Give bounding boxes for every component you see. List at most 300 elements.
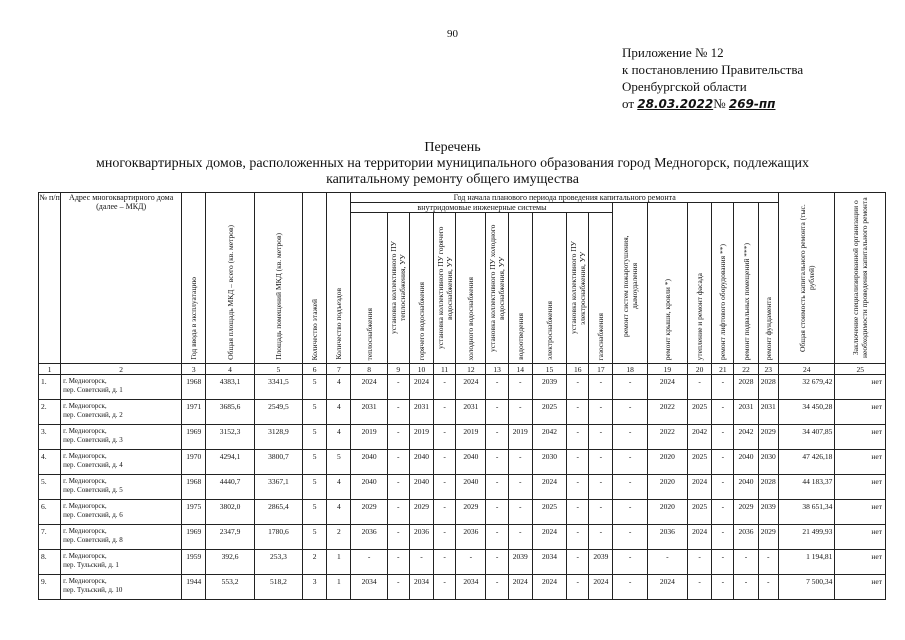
- header-hot-water-meter: установка коллективного ПУ горячего водоснабжения, УУ: [434, 213, 456, 364]
- column-number: 2: [61, 364, 182, 375]
- table-cell: -: [712, 475, 734, 500]
- table-cell: 2020: [647, 500, 687, 525]
- table-cell: -: [486, 525, 508, 550]
- table-cell: 3802,0: [206, 500, 254, 525]
- address-street: пер. Советский, д. 6: [63, 511, 123, 519]
- table-cell: 2036: [734, 525, 758, 550]
- table-cell: 5: [303, 375, 327, 400]
- appendix-line-3: Оренбургской области: [622, 79, 747, 94]
- table-cell: 2024: [508, 575, 532, 600]
- table-cell: -: [688, 550, 712, 575]
- table-cell: -: [712, 400, 734, 425]
- table-cell: -: [486, 450, 508, 475]
- table-cell: -: [567, 425, 589, 450]
- column-number: 8: [351, 364, 387, 375]
- table-cell: 2865,4: [254, 500, 302, 525]
- column-number: 23: [758, 364, 778, 375]
- table-cell: -: [508, 525, 532, 550]
- table-cell: 2036: [351, 525, 387, 550]
- table-cell: 21 499,93: [778, 525, 834, 550]
- row-address: [61, 575, 182, 600]
- table-cell: -: [589, 500, 613, 525]
- table-cell: 518,2: [254, 575, 302, 600]
- table-cell: -: [712, 450, 734, 475]
- table-cell: -: [486, 550, 508, 575]
- table-row: [39, 500, 886, 525]
- table-cell: 38 651,34: [778, 500, 834, 525]
- table-cell: 2029: [456, 500, 486, 525]
- table-cell: нет: [835, 375, 886, 400]
- table-cell: -: [712, 375, 734, 400]
- table-cell: -: [434, 550, 456, 575]
- address-street: пер. Советский, д. 4: [63, 461, 123, 469]
- header-drainage: водоотведения: [508, 213, 532, 364]
- column-number: 11: [434, 364, 456, 375]
- table-row: [39, 450, 886, 475]
- table-cell: -: [613, 550, 647, 575]
- table-cell: 2022: [647, 400, 687, 425]
- table-cell: -: [486, 375, 508, 400]
- table-cell: 2019: [456, 425, 486, 450]
- table-cell: 2039: [532, 375, 566, 400]
- table-cell: -: [613, 425, 647, 450]
- table-cell: 47 426,18: [778, 450, 834, 475]
- table-cell: 2019: [409, 425, 433, 450]
- table-cell: -: [434, 500, 456, 525]
- table-cell: -: [387, 575, 409, 600]
- table-cell: -: [486, 500, 508, 525]
- table-cell: -: [567, 500, 589, 525]
- table-cell: -: [589, 425, 613, 450]
- table-cell: 2040: [456, 475, 486, 500]
- column-number: 20: [688, 364, 712, 375]
- column-number: 1: [39, 364, 61, 375]
- table-cell: -: [613, 450, 647, 475]
- table-row: [39, 425, 886, 450]
- row-number: 6.: [39, 500, 61, 525]
- table-cell: 2549,5: [254, 400, 302, 425]
- table-cell: 3800,7: [254, 450, 302, 475]
- header-electricity: электроснабжения: [532, 213, 566, 364]
- address-city: г. Медногорск,: [63, 527, 107, 535]
- header-basement: ремонт подвальных помещений ***): [734, 203, 758, 364]
- table-cell: 2024: [688, 525, 712, 550]
- table-cell: 3152,3: [206, 425, 254, 450]
- table-cell: -: [434, 525, 456, 550]
- page-number: 90: [447, 28, 458, 40]
- table-row: [39, 475, 886, 500]
- buildings-table: [38, 192, 886, 600]
- table-cell: 2029: [734, 500, 758, 525]
- table-cell: 32 679,42: [778, 375, 834, 400]
- table-cell: 4: [327, 475, 351, 500]
- table-cell: 5: [303, 425, 327, 450]
- header-engineering-group: внутридомовые инженерные системы: [351, 203, 613, 213]
- header-heating: теплоснабжения: [351, 213, 387, 364]
- table-cell: -: [712, 425, 734, 450]
- table-cell: 5: [327, 450, 351, 475]
- table-cell: -: [734, 575, 758, 600]
- table-cell: 2034: [409, 575, 433, 600]
- table-cell: -: [567, 475, 589, 500]
- table-cell: 2040: [734, 450, 758, 475]
- table-cell: -: [712, 525, 734, 550]
- table-cell: -: [508, 375, 532, 400]
- table-cell: -: [387, 550, 409, 575]
- table-cell: -: [688, 375, 712, 400]
- table-cell: 2031: [409, 400, 433, 425]
- table-cell: -: [647, 550, 687, 575]
- header-foundation: ремонт фундамента: [758, 203, 778, 364]
- column-number: 7: [327, 364, 351, 375]
- row-number: 8.: [39, 550, 61, 575]
- table-cell: 2036: [456, 525, 486, 550]
- table-cell: 392,6: [206, 550, 254, 575]
- table-cell: -: [434, 575, 456, 600]
- column-number: 12: [456, 364, 486, 375]
- row-number: 5.: [39, 475, 61, 500]
- table-cell: 2040: [351, 475, 387, 500]
- table-cell: 2029: [351, 500, 387, 525]
- table-cell: 5: [303, 500, 327, 525]
- table-cell: 2040: [409, 450, 433, 475]
- table-cell: -: [567, 375, 589, 400]
- title-subtitle: многоквартирных домов, расположенных на территории муниципального образования город Медногорск, подлежащих капитальному ремонту общего имущества: [95, 156, 809, 187]
- column-number: 24: [778, 364, 834, 375]
- header-conclusion: Заключение специализированной организации о необходимости проведения капитального ремонта: [835, 193, 886, 364]
- header-floors: Количество этажей: [303, 193, 327, 364]
- table-cell: 253,3: [254, 550, 302, 575]
- table-cell: 2019: [351, 425, 387, 450]
- table-cell: 1970: [182, 450, 206, 475]
- table-cell: 2042: [688, 425, 712, 450]
- table-cell: нет: [835, 575, 886, 600]
- table-cell: 2024: [456, 375, 486, 400]
- table-cell: 1: [327, 575, 351, 600]
- appendix-line-1: Приложение № 12: [622, 45, 724, 60]
- table-cell: 1944: [182, 575, 206, 600]
- table-cell: нет: [835, 450, 886, 475]
- table-cell: 2042: [734, 425, 758, 450]
- table-cell: 34 450,28: [778, 400, 834, 425]
- table-cell: 44 183,37: [778, 475, 834, 500]
- table-cell: 2024: [351, 375, 387, 400]
- column-number: 5: [254, 364, 302, 375]
- table-cell: 2347,9: [206, 525, 254, 550]
- table-cell: 3128,9: [254, 425, 302, 450]
- table-cell: -: [434, 425, 456, 450]
- table-cell: -: [589, 450, 613, 475]
- table-cell: 2025: [688, 450, 712, 475]
- table-cell: -: [434, 450, 456, 475]
- appendix-date: 28.03.2022: [637, 97, 714, 111]
- row-number: 9.: [39, 575, 61, 600]
- row-address: [61, 400, 182, 425]
- row-number: 7.: [39, 525, 61, 550]
- table-cell: 4: [327, 375, 351, 400]
- table-cell: 2040: [351, 450, 387, 475]
- table-cell: 3367,1: [254, 475, 302, 500]
- table-cell: -: [613, 400, 647, 425]
- table-cell: 2029: [409, 500, 433, 525]
- header-address: Адрес многоквартирного дома (далее – МКД): [61, 193, 182, 364]
- table-cell: -: [589, 475, 613, 500]
- table-cell: 2034: [456, 575, 486, 600]
- table-cell: 2040: [456, 450, 486, 475]
- address-city: г. Медногорск,: [63, 552, 107, 560]
- table-row: [39, 400, 886, 425]
- table-cell: 2030: [532, 450, 566, 475]
- table-cell: нет: [835, 500, 886, 525]
- table-cell: 1971: [182, 400, 206, 425]
- table-cell: 2024: [532, 475, 566, 500]
- table-cell: 2034: [532, 550, 566, 575]
- column-number: 3: [182, 364, 206, 375]
- table-cell: -: [434, 400, 456, 425]
- header-facade: утепление и ремонт фасада: [688, 203, 712, 364]
- table-cell: 1959: [182, 550, 206, 575]
- table-cell: -: [486, 575, 508, 600]
- table-cell: -: [613, 525, 647, 550]
- column-number: 15: [532, 364, 566, 375]
- column-number: 18: [613, 364, 647, 375]
- table-cell: 2028: [758, 475, 778, 500]
- header-num: № п/п: [39, 193, 61, 364]
- table-cell: 2031: [456, 400, 486, 425]
- table-cell: 2: [303, 550, 327, 575]
- table-cell: -: [758, 550, 778, 575]
- table-cell: 2039: [508, 550, 532, 575]
- table-cell: -: [589, 525, 613, 550]
- table-cell: нет: [835, 425, 886, 450]
- address-city: г. Медногорск,: [63, 377, 107, 385]
- table-cell: -: [486, 400, 508, 425]
- table-cell: 2025: [532, 500, 566, 525]
- column-number: 6: [303, 364, 327, 375]
- table-cell: 7 500,34: [778, 575, 834, 600]
- table-row: [39, 375, 886, 400]
- appendix-line-4: [622, 95, 892, 113]
- column-number: 16: [567, 364, 589, 375]
- table-cell: -: [688, 575, 712, 600]
- column-number: 4: [206, 364, 254, 375]
- table-cell: нет: [835, 550, 886, 575]
- header-total-area: Общая площадь МКД – всего (кв. метров): [206, 193, 254, 364]
- row-address: [61, 450, 182, 475]
- table-cell: -: [387, 500, 409, 525]
- table-cell: 2020: [647, 450, 687, 475]
- column-number: 19: [647, 364, 687, 375]
- title-main: Перечень: [424, 140, 481, 155]
- table-cell: -: [351, 550, 387, 575]
- column-number: 17: [589, 364, 613, 375]
- table-cell: -: [589, 375, 613, 400]
- header-period-group: Год начала планового периода проведения капитального ремонта: [351, 193, 779, 203]
- table-cell: -: [434, 375, 456, 400]
- table-cell: 2025: [688, 500, 712, 525]
- table-cell: -: [387, 525, 409, 550]
- table-cell: -: [508, 500, 532, 525]
- table-cell: -: [613, 475, 647, 500]
- appendix-number: 269-пп: [728, 97, 776, 111]
- column-number: 10: [409, 364, 433, 375]
- header-premises-area: Площадь помещений МКД (кв. метров): [254, 193, 302, 364]
- table-cell: 2025: [688, 400, 712, 425]
- address-street: пер. Советский, д. 2: [63, 411, 123, 419]
- header-hot-water: горячего водоснабжения: [409, 213, 433, 364]
- row-number: 1.: [39, 375, 61, 400]
- table-cell: 4440,7: [206, 475, 254, 500]
- row-address: [61, 425, 182, 450]
- appendix-num-label: №: [713, 96, 726, 111]
- table-cell: 2024: [647, 575, 687, 600]
- table-cell: 2029: [758, 425, 778, 450]
- table-cell: -: [613, 500, 647, 525]
- table-cell: 2031: [758, 400, 778, 425]
- row-address: [61, 525, 182, 550]
- table-cell: 2039: [758, 500, 778, 525]
- table-cell: 1968: [182, 475, 206, 500]
- table-cell: 34 407,85: [778, 425, 834, 450]
- row-number: 4.: [39, 450, 61, 475]
- table-cell: 2042: [532, 425, 566, 450]
- table-cell: 2029: [758, 525, 778, 550]
- table-cell: 2031: [734, 400, 758, 425]
- row-address: [61, 550, 182, 575]
- table-cell: -: [387, 400, 409, 425]
- table-cell: -: [758, 575, 778, 600]
- table-cell: 2030: [758, 450, 778, 475]
- header-fire-systems: ремонт систем пожаротушения, дымоудаления: [613, 203, 647, 364]
- address-city: г. Медногорск,: [63, 427, 107, 435]
- table-cell: 1780,6: [254, 525, 302, 550]
- appendix-block: [622, 44, 892, 113]
- address-street: пер. Советский, д. 8: [63, 536, 123, 544]
- column-number: 14: [508, 364, 532, 375]
- row-address: [61, 475, 182, 500]
- table-cell: 3685,6: [206, 400, 254, 425]
- table-cell: 2024: [532, 525, 566, 550]
- table-cell: нет: [835, 525, 886, 550]
- table-cell: 2040: [409, 475, 433, 500]
- table-cell: -: [387, 375, 409, 400]
- table-cell: 5: [303, 475, 327, 500]
- table-cell: 5: [303, 525, 327, 550]
- table-cell: 2036: [647, 525, 687, 550]
- table-cell: 2024: [688, 475, 712, 500]
- table-cell: -: [712, 500, 734, 525]
- address-street: пер. Тульский, д. 10: [63, 586, 123, 594]
- table-cell: 2039: [589, 550, 613, 575]
- table-cell: -: [387, 475, 409, 500]
- table-cell: -: [456, 550, 486, 575]
- table-cell: 2024: [647, 375, 687, 400]
- header-electricity-meter: установка коллективного ПУ электроснабжения, УУ: [567, 213, 589, 364]
- column-number: 21: [712, 364, 734, 375]
- row-number: 3.: [39, 425, 61, 450]
- table-cell: -: [589, 400, 613, 425]
- table-cell: -: [508, 400, 532, 425]
- address-street: пер. Советский, д. 5: [63, 486, 123, 494]
- row-number: 2.: [39, 400, 61, 425]
- column-number: 9: [387, 364, 409, 375]
- table-cell: 2036: [409, 525, 433, 550]
- column-number: 25: [835, 364, 886, 375]
- header-year-built: Год ввода в эксплуатацию: [182, 193, 206, 364]
- header-roof: ремонт крыши, кровли *): [647, 203, 687, 364]
- table-cell: нет: [835, 475, 886, 500]
- table-cell: -: [734, 550, 758, 575]
- address-city: г. Медногорск,: [63, 402, 107, 410]
- table-row: [39, 575, 886, 600]
- header-heating-meter: установка коллективного ПУ теплоснабжения, УУ: [387, 213, 409, 364]
- table-cell: 553,2: [206, 575, 254, 600]
- table-row: [39, 550, 886, 575]
- table-body: [39, 375, 886, 600]
- table-cell: 2031: [351, 400, 387, 425]
- table-cell: -: [486, 475, 508, 500]
- address-street: пер. Советский, д. 3: [63, 436, 123, 444]
- table-cell: 2019: [508, 425, 532, 450]
- table-cell: -: [434, 475, 456, 500]
- table-cell: 2040: [734, 475, 758, 500]
- column-number-row: [39, 364, 886, 375]
- table-cell: -: [409, 550, 433, 575]
- table-cell: 2024: [589, 575, 613, 600]
- address-city: г. Медногорск,: [63, 577, 107, 585]
- table-cell: 5: [303, 450, 327, 475]
- table-cell: 4: [327, 500, 351, 525]
- table-cell: 4383,1: [206, 375, 254, 400]
- table-cell: 2028: [758, 375, 778, 400]
- table-cell: 2020: [647, 475, 687, 500]
- table-cell: -: [486, 425, 508, 450]
- table-cell: 2024: [532, 575, 566, 600]
- table-cell: 5: [303, 400, 327, 425]
- table-cell: 2034: [351, 575, 387, 600]
- table-cell: 1 194,81: [778, 550, 834, 575]
- table-cell: -: [567, 575, 589, 600]
- table-cell: -: [567, 400, 589, 425]
- table-cell: -: [712, 575, 734, 600]
- appendix-line-2: к постановлению Правительства: [622, 62, 804, 77]
- table-cell: -: [567, 550, 589, 575]
- header-gas: газоснабжения: [589, 213, 613, 364]
- table-cell: -: [508, 475, 532, 500]
- table-cell: 3341,5: [254, 375, 302, 400]
- table-cell: -: [508, 450, 532, 475]
- header-entrances: Количество подъездов: [327, 193, 351, 364]
- table-cell: 4: [327, 400, 351, 425]
- table-cell: 1969: [182, 525, 206, 550]
- table-cell: 4: [327, 425, 351, 450]
- table-cell: 3: [303, 575, 327, 600]
- address-city: г. Медногорск,: [63, 452, 107, 460]
- table-row: [39, 525, 886, 550]
- document-title: [0, 140, 905, 188]
- address-street: пер. Тульский, д. 1: [63, 561, 119, 569]
- table-cell: 2025: [532, 400, 566, 425]
- row-address: [61, 500, 182, 525]
- address-city: г. Медногорск,: [63, 502, 107, 510]
- table-cell: 2022: [647, 425, 687, 450]
- table-cell: -: [567, 525, 589, 550]
- header-elevator: ремонт лифтового оборудования **): [712, 203, 734, 364]
- address-city: г. Медногорск,: [63, 477, 107, 485]
- table-cell: -: [387, 425, 409, 450]
- table-cell: 1969: [182, 425, 206, 450]
- header-cold-water: холодного водоснабжения: [456, 213, 486, 364]
